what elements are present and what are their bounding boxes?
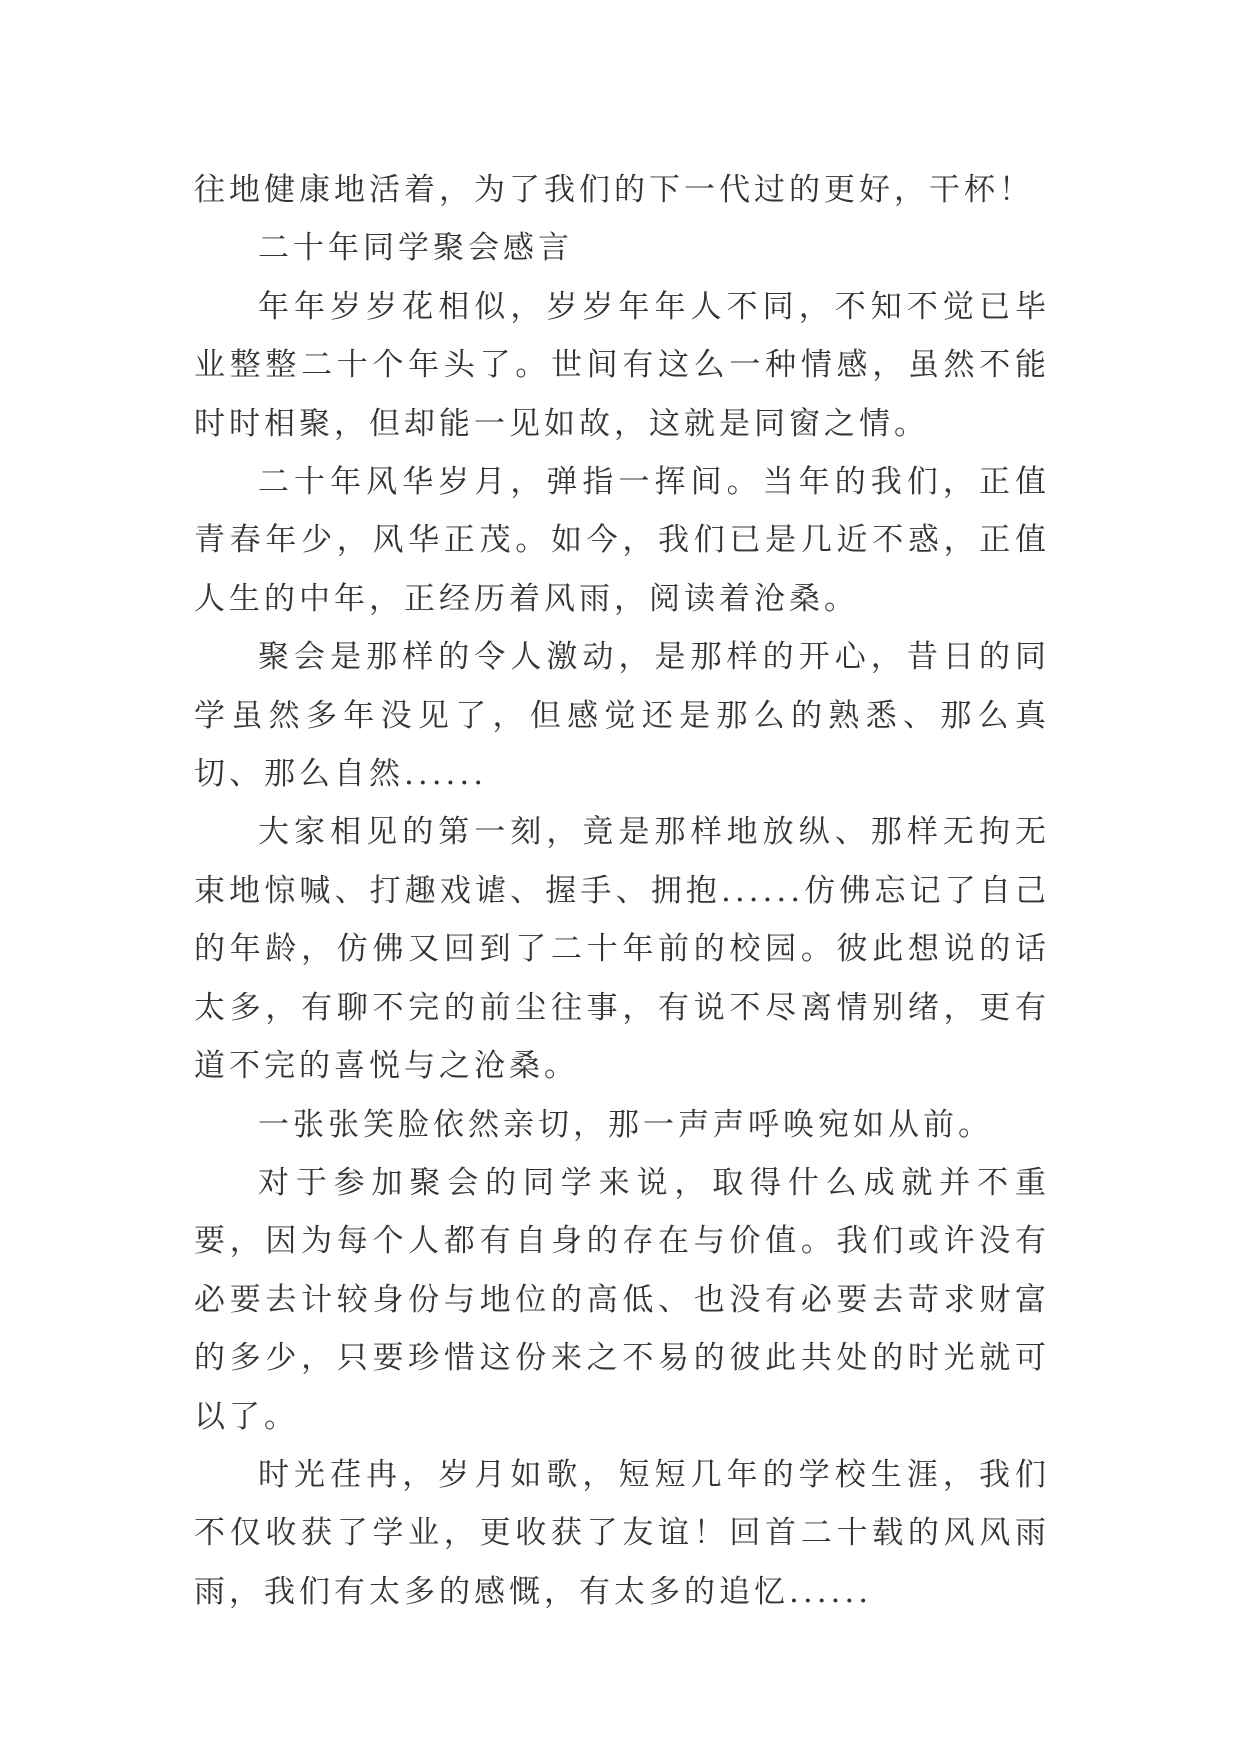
paragraph: 一张张笑脸依然亲切，那一声声呼唤宛如从前。 bbox=[258, 1106, 993, 1143]
section-title: 二十年同学聚会感言 bbox=[258, 230, 573, 267]
paragraph: 聚会是那样的令人激动，是那样的开心，昔日的同学虽然多年没见了，但感觉还是那么的熟悉、那么真切、那么自然...... bbox=[194, 639, 1050, 793]
paragraph: 对于参加聚会的同学来说，取得什么成就并不重要，因为每个人都有自身的存在与价值。我们或许没有必要去计较身份与地位的高低、也没有必要去苛求财富的多少，只要珍惜这份来之不易的彼此共处的时光就可以了。 bbox=[194, 1164, 1050, 1435]
paragraph: 年年岁岁花相似，岁岁年年人不同，不知不觉已毕业整整二十个年头了。世间有这么一种情感，虽然不能时时相聚，但却能一见如故，这就是同窗之情。 bbox=[194, 288, 1050, 442]
paragraph: 大家相见的第一刻，竟是那样地放纵、那样无拘无束地惊喊、打趣戏谑、握手、拥抱......仿佛忘记了自己的年龄，仿佛又回到了二十年前的校园。彼此想说的话太多，有聊不完的前尘往事，有说不尽离情别绪，更有道不完的喜悦与之沧桑。 bbox=[194, 814, 1050, 1085]
paragraph: 时光荏冉，岁月如歌，短短几年的学校生涯，我们不仅收获了学业，更收获了友谊！回首二十载的风风雨雨，我们有太多的感慨，有太多的追忆...... bbox=[194, 1456, 1050, 1610]
document-page bbox=[194, 161, 1050, 1621]
paragraph: 二十年风华岁月，弹指一挥间。当年的我们，正值青春年少，风华正茂。如今，我们已是几近不惑，正值人生的中年，正经历着风雨，阅读着沧桑。 bbox=[194, 464, 1050, 617]
paragraph-continuation: 往地健康地活着，为了我们的下一代过的更好，干杯！ bbox=[194, 172, 1034, 208]
